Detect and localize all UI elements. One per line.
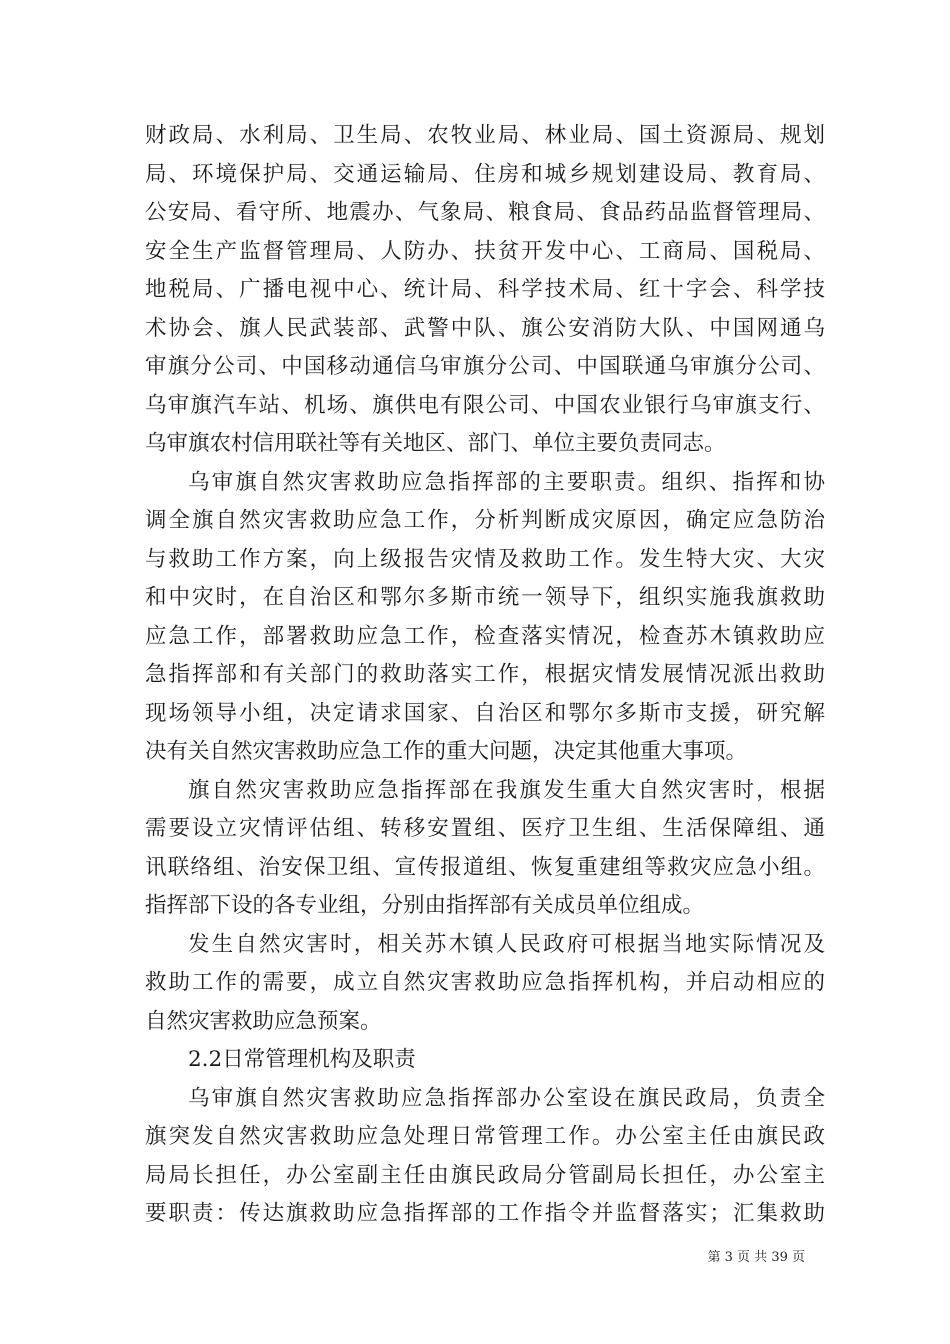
text-line: 应急工作，部署救助应急工作，检查落实情况，检查苏木镇救助应 — [145, 623, 825, 649]
text-line: 乌审旗汽车站、机场、旗供电有限公司、中国农业银行乌审旗支行、 — [145, 392, 825, 418]
text-line: 决有关自然灾害救助应急工作的重大问题，决定其他重大事项。 — [145, 739, 748, 764]
text-line: 现场领导小组，决定请求国家、自治区和鄂尔多斯市支援，研究解 — [145, 700, 825, 726]
text-line: 发生自然灾害时，相关苏木镇人民政府可根据当地实际情况及 — [188, 931, 825, 957]
text-line: 安全生产监督管理局、人防办、扶贫开发中心、工商局、国税局、 — [145, 238, 825, 264]
text-line: 财政局、水利局、卫生局、农牧业局、林业局、国土资源局、规划 — [145, 123, 825, 148]
text-line: 急指挥部和有关部门的救助落实工作，根据灾情发展情况派出救助 — [145, 662, 825, 687]
text-line: 审旗分公司、中国移动通信乌审旗分公司、中国联通乌审旗分公司、 — [145, 354, 825, 379]
text-line: 旗自然灾害救助应急指挥部在我旗发生重大自然灾害时，根据 — [188, 777, 825, 803]
document-body — [145, 117, 825, 1234]
section-heading: 2.2日常管理机构及职责 — [188, 1047, 416, 1072]
text-line: 旗突发自然灾害救助应急处理日常管理工作。办公室主任由旗民政 — [145, 1124, 825, 1149]
text-line: 讯联络组、治安保卫组、宣传报道组、恢复重建组等救灾应急小组。 — [145, 854, 825, 880]
text-line: 自然灾害救助应急预案。 — [145, 1008, 382, 1034]
text-line: 乌审旗农村信用联社等有关地区、部门、单位主要负责同志。 — [145, 431, 726, 456]
text-line: 地税局、广播电视中心、统计局、科学技术局、红十字会、科学技 — [145, 277, 825, 302]
text-line: 指挥部下设的各专业组，分别由指挥部有关成员单位组成。 — [145, 893, 705, 918]
text-line: 术协会、旗人民武装部、武警中队、旗公安消防大队、中国网通乌 — [145, 315, 825, 341]
text-line: 乌审旗自然灾害救助应急指挥部的主要职责。组织、指挥和协 — [188, 469, 825, 495]
text-line: 公安局、看守所、地震办、气象局、粮食局、食品药品监督管理局、 — [145, 200, 825, 225]
text-line: 乌审旗自然灾害救助应急指挥部办公室设在旗民政局，负责全 — [188, 1085, 825, 1111]
text-line: 局局长担任，办公室副主任由旗民政局分管副局长担任，办公室主 — [145, 1162, 825, 1188]
text-line: 和中灾时，在自治区和鄂尔多斯市统一领导下，组织实施我旗救助 — [145, 585, 825, 610]
text-line: 与救助工作方案，向上级报告灾情及救助工作。发生特大灾、大灾 — [145, 546, 825, 572]
page-number: 第 3 页 共 39 页 — [707, 1250, 805, 1265]
text-line: 调全旗自然灾害救助应急工作，分析判断成灾原因，确定应急防治 — [145, 508, 825, 533]
text-line: 要职责：传达旗救助应急指挥部的工作指令并监督落实；汇集救助 — [145, 1201, 825, 1226]
text-line: 救助工作的需要，成立自然灾害救助应急指挥机构，并启动相应的 — [145, 970, 825, 995]
text-line: 局、环境保护局、交通运输局、住房和城乡规划建设局、教育局、 — [145, 161, 825, 187]
text-line: 需要设立灾情评估组、转移安置组、医疗卫生组、生活保障组、通 — [145, 816, 825, 841]
